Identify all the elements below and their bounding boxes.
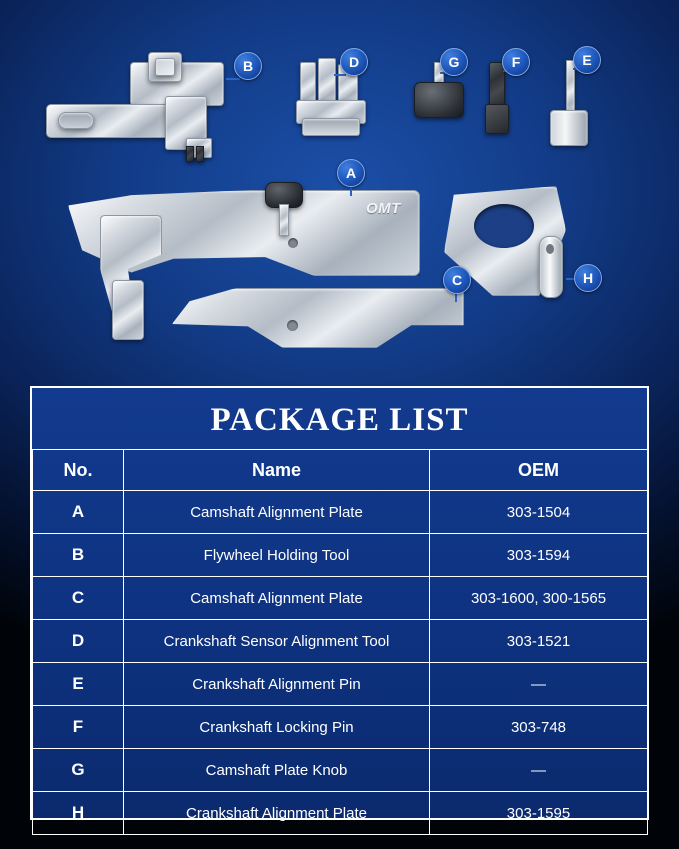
callout-badge-h: H (574, 264, 602, 292)
cell-oem: 303-1594 (430, 534, 648, 577)
product-photo-area (0, 0, 679, 386)
table-row (33, 577, 648, 620)
cell-name: Crankshaft Sensor Alignment Tool (124, 620, 430, 663)
cell-no: E (33, 663, 124, 706)
page-title: PACKAGE LIST (210, 402, 469, 438)
cell-name: Flywheel Holding Tool (124, 534, 430, 577)
callout-badge-b: B (234, 52, 262, 80)
table-row (33, 792, 648, 835)
cell-no: A (33, 491, 124, 534)
callout-badge-g: G (440, 48, 468, 76)
cell-oem: — (430, 663, 648, 706)
cell-name: Camshaft Plate Knob (124, 749, 430, 792)
table-row (33, 706, 648, 749)
cell-no: H (33, 792, 124, 835)
table-row (33, 749, 648, 792)
package-list-table (32, 449, 648, 835)
callout-badge-d: D (340, 48, 368, 76)
column-header-oem: OEM (430, 450, 648, 491)
cell-name: Camshaft Alignment Plate (124, 577, 430, 620)
table-row (33, 620, 648, 663)
column-header-no: No. (33, 450, 124, 491)
package-list-panel (30, 386, 649, 820)
cell-oem: 303-748 (430, 706, 648, 749)
cell-no: C (33, 577, 124, 620)
callout-badge-a: A (337, 159, 365, 187)
cell-no: G (33, 749, 124, 792)
cell-oem: 303-1595 (430, 792, 648, 835)
cell-oem: 303-1504 (430, 491, 648, 534)
cell-oem: 303-1600, 300-1565 (430, 577, 648, 620)
callout-badge-c: C (443, 266, 471, 294)
table-row (33, 491, 648, 534)
cell-name: Camshaft Alignment Plate (124, 491, 430, 534)
callout-badge-f: F (502, 48, 530, 76)
table-row (33, 534, 648, 577)
cell-name: Crankshaft Alignment Plate (124, 792, 430, 835)
cell-no: D (33, 620, 124, 663)
cell-oem: — (430, 749, 648, 792)
column-header-name: Name (124, 450, 430, 491)
brand-logo-text: OMT (366, 200, 401, 217)
cell-no: F (33, 706, 124, 749)
cell-name: Crankshaft Alignment Pin (124, 663, 430, 706)
callout-badge-e: E (573, 46, 601, 74)
table-row (33, 663, 648, 706)
table-header-row (33, 450, 648, 491)
cell-name: Crankshaft Locking Pin (124, 706, 430, 749)
cell-no: B (33, 534, 124, 577)
cell-oem: 303-1521 (430, 620, 648, 663)
